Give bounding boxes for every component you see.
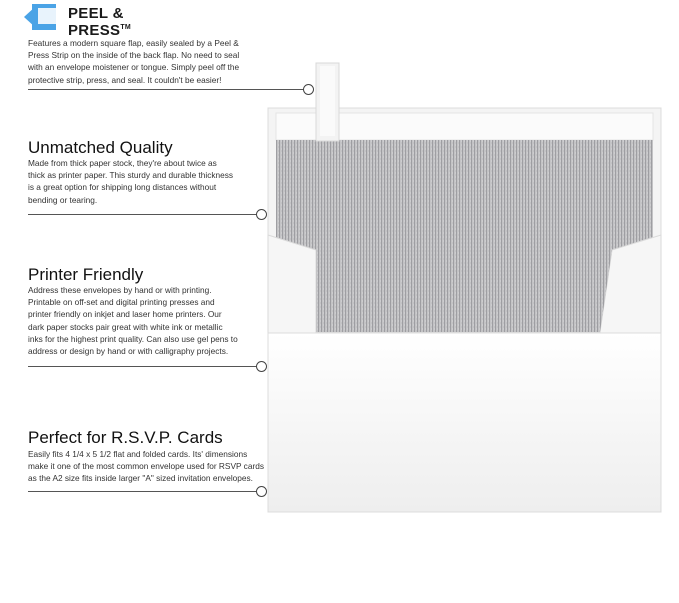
badge-label: PEEL & PRESS™ (68, 5, 132, 39)
section-description: Made from thick paper stock, they're about twice as thick as printer paper. This sturdy and durable thickness is a great option for shipping long distances without bending or tearing. (28, 158, 234, 205)
section-heading: Unmatched Quality (28, 138, 173, 157)
envelope-front (268, 333, 661, 512)
connector-line (28, 89, 305, 90)
section-heading: Printer Friendly (28, 265, 144, 284)
section-heading: Perfect for R.S.V.P. Cards (28, 428, 223, 447)
connector-line (28, 214, 257, 215)
connector-line (28, 366, 257, 367)
peel-press-arrow-icon (22, 2, 66, 32)
peel-press-badge (22, 2, 172, 39)
connector-dot (303, 84, 314, 95)
connector-line (28, 491, 257, 492)
peel-press-description: Features a modern square flap, easily sealed by a Peel & Press Strip on the inside of the back flap. No need to seal with an envelope moistener or tongue. Simply peel off the protective strip, press, and seal. It couldn't be easier! (28, 38, 240, 85)
connector-dot (256, 361, 267, 372)
connector-dot (256, 486, 267, 497)
section-description: Address these envelopes by hand or with printing. Printable on off-set and digital printing presses and printer friendly on inkjet and laser home printers. Our dark paper stocks pair great with white ink or metallic inks for the highest print quality. Can also use gel pens to address or design by hand or with calligraphy projects. (28, 285, 238, 357)
connector-dot (256, 209, 267, 220)
section-description: Easily fits 4 1/4 x 5 1/2 flat and folded cards. Its' dimensions make it one of the most common envelope used for RSVP cards as the A2 size fits inside larger "A" sized invitation envelopes. (28, 449, 264, 484)
